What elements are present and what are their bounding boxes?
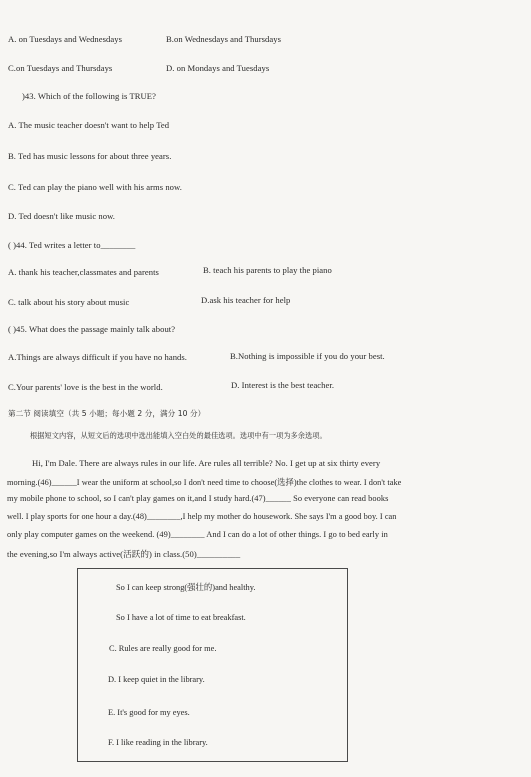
option-c: C. Rules are really good for me. — [109, 644, 217, 653]
section-heading: 第二节 阅读填空（共 5 小题；每小题 2 分，满分 10 分） — [8, 409, 206, 418]
option-a: So I can keep strong(强壮的)and healthy. — [116, 583, 256, 592]
passage-line-5: only play computer games on the weekend. (49)________ And I can do a lot of other things. I go to bed early in — [7, 530, 388, 539]
option-d: D. I keep quiet in the library. — [108, 675, 205, 684]
options-box — [77, 568, 348, 762]
q43-option-a: A. The music teacher doesn't want to help Ted — [8, 120, 170, 130]
option-b: So I have a lot of time to eat breakfast. — [116, 613, 246, 622]
section-instruction: 根据短文内容，从短文后的选项中选出能填入空白处的最佳选项。选项中有一项为多余选项。 — [30, 431, 327, 440]
q42-option-b: B.on Wednesdays and Thursdays — [166, 34, 282, 44]
q42-option-d: D. on Mondays and Tuesdays — [166, 63, 270, 73]
q44-stem: ( )44. Ted writes a letter to________ — [8, 240, 136, 250]
q45-option-a: A.Things are always difficult if you have no hands. — [8, 352, 187, 362]
passage-line-4: well. I play sports for one hour a day.(48)________,I help my mother do housework. She says I'm a good boy. I can — [7, 512, 397, 521]
q42-option-c: C.on Tuesdays and Thursdays — [8, 63, 113, 73]
passage-line-2: morning.(46)______I wear the uniform at school,so I don't need time to choose(选择)the clothes to wear. I don't take — [7, 478, 402, 487]
q45-option-b: B.Nothing is impossible if you do your best. — [230, 351, 385, 361]
option-f: F. I like reading in the library. — [108, 738, 208, 747]
option-e: E. It's good for my eyes. — [108, 708, 190, 717]
passage-line-3: my mobile phone to school, so I can't play games on it,and I study hard.(47)______ So everyone can read books — [7, 494, 389, 503]
passage-line-1: Hi, I'm Dale. There are always rules in our life. Are rules all terrible? No. I get up at six thirty every — [32, 458, 381, 468]
q43-option-d: D. Ted doesn't like music now. — [8, 211, 115, 221]
q43-option-b: B. Ted has music lessons for about three years. — [8, 151, 172, 161]
q43-stem: )43. Which of the following is TRUE? — [22, 91, 156, 101]
q44-option-b: B. teach his parents to play the piano — [203, 265, 332, 275]
q44-option-d: D.ask his teacher for help — [201, 295, 291, 305]
q44-option-a: A. thank his teacher,classmates and parents — [8, 267, 159, 277]
q44-option-c: C. talk about his story about music — [8, 297, 130, 307]
q45-option-d: D. Interest is the best teacher. — [231, 380, 335, 390]
q42-option-a: A. on Tuesdays and Wednesdays — [8, 34, 122, 44]
q43-option-c: C. Ted can play the piano well with his arms now. — [8, 182, 182, 192]
q45-stem: ( )45. What does the passage mainly talk about? — [8, 324, 176, 334]
passage-line-6: the evening,so I'm always active(活跃的) in class.(50)__________ — [7, 549, 241, 559]
q45-option-c: C.Your parents' love is the best in the world. — [8, 382, 163, 392]
